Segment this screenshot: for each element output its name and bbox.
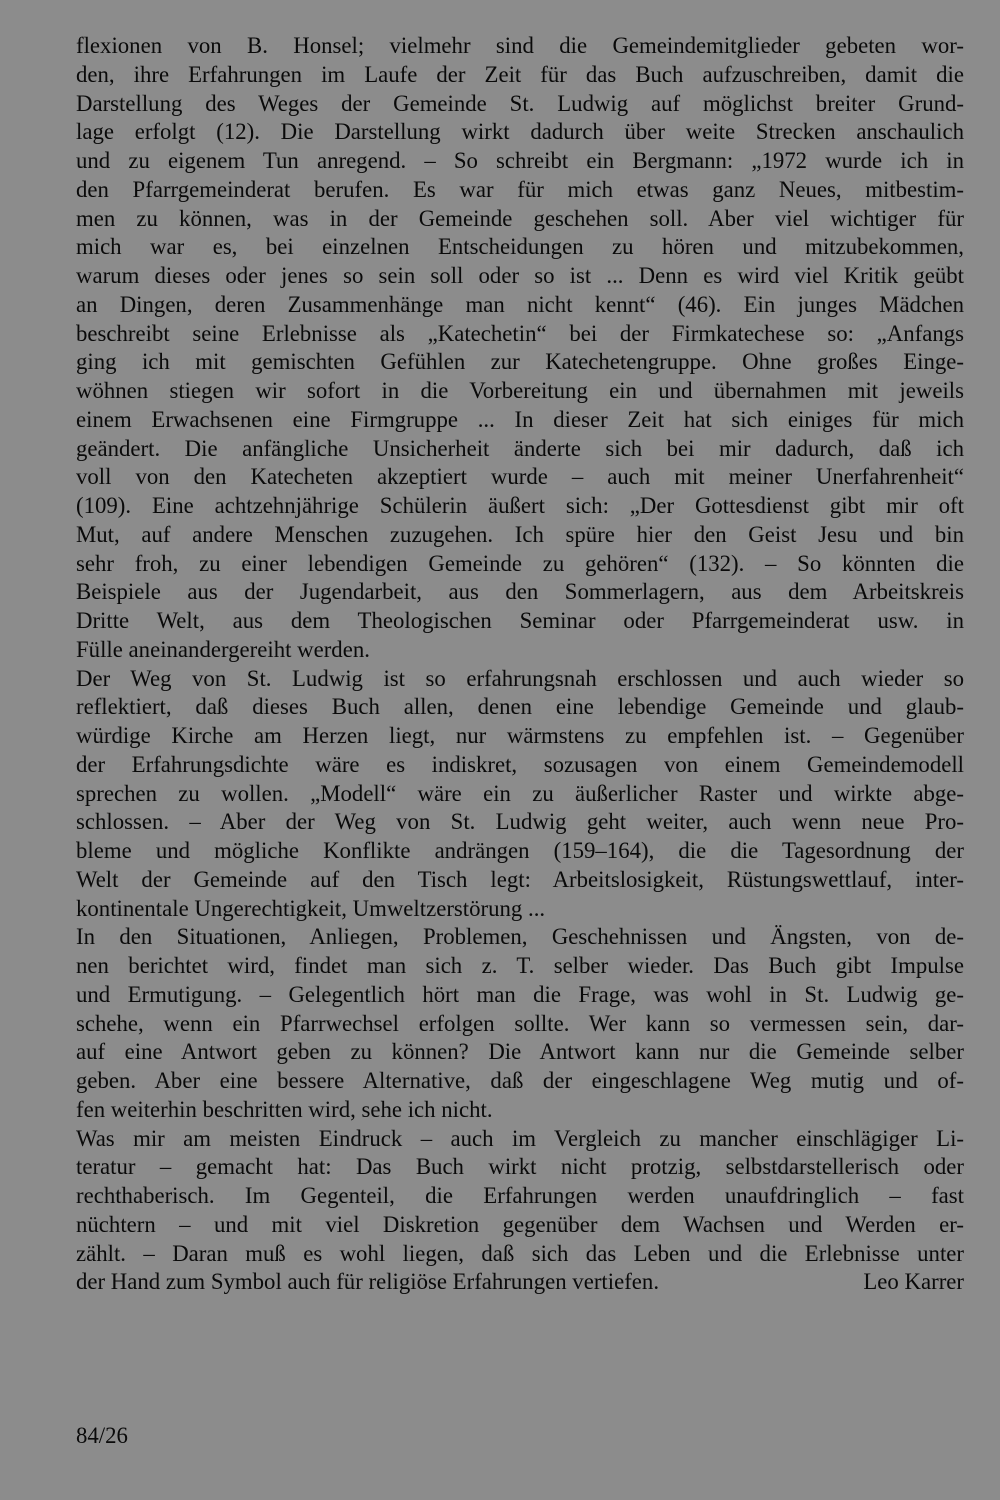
- text-line: mich war es, bei einzelnen Entscheidungen zu hören und mitzubekommen,: [76, 234, 964, 260]
- paragraph-3: [76, 923, 964, 1124]
- paragraph-1: [76, 32, 964, 665]
- closing-line: [76, 1268, 964, 1297]
- text-line: (109). Eine achtzehnjährige Schülerin äußert sich: „Der Gottesdienst gibt mir oft: [76, 493, 964, 518]
- paragraph-4: [76, 1125, 964, 1298]
- author-name: Leo Karrer: [863, 1269, 964, 1295]
- text-line: geben. Aber eine bessere Alternative, daß der eingeschlagene Weg mutig und of-: [76, 1068, 964, 1093]
- text-line: rechthaberisch. Im Gegenteil, die Erfahrungen werden unaufdringlich – fast: [76, 1183, 964, 1208]
- text-line: Welt der Gemeinde auf den Tisch legt: Arbeitslosigkeit, Rüstungswettlauf, inter-: [76, 866, 964, 892]
- text-line: nüchtern – und mit viel Diskretion gegenüber dem Wachsen und Werden er-: [76, 1211, 964, 1237]
- text-line: Dritte Welt, aus dem Theologischen Seminar oder Pfarrgemeinderat usw. in: [76, 608, 964, 633]
- text-line: der Erfahrungsdichte wäre es indiskret, sozusagen von einem Gemeindemodell: [76, 751, 964, 777]
- text-line: zählt. – Daran muß es wohl liegen, daß sich das Leben und die Erlebnisse unter: [76, 1240, 964, 1266]
- text-line: sprechen zu wollen. „Modell“ wäre ein zu äußerlicher Raster und wirkte abge-: [76, 780, 964, 806]
- text-line: würdige Kirche am Herzen liegt, nur wärmstens zu empfehlen ist. – Gegenüber: [76, 723, 964, 748]
- text-line: geändert. Die anfängliche Unsicherheit änderte sich bei mir dadurch, daß ich: [76, 435, 964, 461]
- text-line: sehr froh, zu einer lebendigen Gemeinde zu gehören“ (132). – So könnten die: [76, 550, 964, 576]
- text-line: ging ich mit gemischten Gefühlen zur Katechetengruppe. Ohne großes Einge-: [76, 349, 964, 375]
- text-line: beschreibt seine Erlebnisse als „Katechetin“ bei der Firmkatechese so: „Anfangs: [76, 320, 964, 346]
- text-line: den Pfarrgemeinderat berufen. Es war für mich etwas ganz Neues, mitbestim-: [76, 176, 964, 202]
- text-line: bleme und mögliche Konflikte andrängen (159–164), die die Tagesordnung der: [76, 838, 964, 863]
- text-line: den, ihre Erfahrungen im Laufe der Zeit für das Buch aufzuschreiben, damit die: [76, 61, 964, 87]
- text-line: fen weiterhin beschritten wird, sehe ich nicht.: [76, 1096, 493, 1122]
- closing-sentence: der Hand zum Symbol auch für religiöse Erfahrungen vertiefen.: [76, 1269, 660, 1295]
- page-number: 84/26: [76, 1423, 128, 1448]
- text-line: an Dingen, deren Zusammenhänge man nicht kennt“ (46). Ein junges Mädchen: [76, 291, 964, 317]
- text-line: lage erfolgt (12). Die Darstellung wirkt dadurch über weite Strecken anschaulich: [76, 119, 964, 145]
- review-text: [76, 32, 964, 1297]
- text-line: auf eine Antwort geben zu können? Die Antwort kann nur die Gemeinde selber: [76, 1039, 964, 1065]
- text-line: In den Situationen, Anliegen, Problemen, Geschehnissen und Ängsten, von de-: [76, 924, 964, 950]
- paragraph-2: [76, 665, 964, 924]
- text-line: reflektiert, daß dieses Buch allen, denen eine lebendige Gemeinde und glaub-: [76, 694, 964, 720]
- text-line: flexionen von B. Honsel; vielmehr sind die Gemeindemitglieder gebeten wor-: [76, 33, 964, 58]
- text-line: Beispiele aus der Jugendarbeit, aus den Sommerlagern, aus dem Arbeitskreis: [76, 579, 964, 605]
- text-line: teratur – gemacht hat: Das Buch wirkt nicht protzig, selbstdarstellerisch oder: [76, 1154, 964, 1180]
- text-line: nen berichtet wird, findet man sich z. T. selber wieder. Das Buch gibt Impulse: [76, 953, 964, 978]
- text-line: einem Erwachsenen eine Firmgruppe ... In dieser Zeit hat sich einiges für mich: [76, 406, 964, 432]
- text-line: Was mir am meisten Eindruck – auch im Vergleich zu mancher einschlägiger Li-: [76, 1125, 964, 1151]
- text-line: Fülle aneinandergereiht werden.: [76, 636, 370, 662]
- text-line: und zu eigenem Tun anregend. – So schreibt ein Bergmann: „1972 wurde ich in: [76, 148, 964, 173]
- text-line: wöhnen stiegen wir sofort in die Vorbereitung ein und übernahmen mit jeweils: [76, 378, 964, 403]
- text-line: und Ermutigung. – Gelegentlich hört man die Frage, was wohl in St. Ludwig ge-: [76, 981, 964, 1007]
- text-line: Darstellung des Weges der Gemeinde St. Ludwig auf möglichst breiter Grund-: [76, 90, 964, 116]
- text-line: schehe, wenn ein Pfarrwechsel erfolgen sollte. Wer kann so vermessen sein, dar-: [76, 1010, 964, 1036]
- text-line: warum dieses oder jenes so sein soll oder so ist ... Denn es wird viel Kritik geübt: [76, 263, 964, 288]
- text-line: schlossen. – Aber der Weg von St. Ludwig geht weiter, auch wenn neue Pro-: [76, 809, 964, 835]
- text-line: voll von den Katecheten akzeptiert wurde – auch mit meiner Unerfahrenheit“: [76, 464, 964, 490]
- text-line: men zu können, was in der Gemeinde geschehen soll. Aber viel wichtiger für: [76, 205, 964, 231]
- text-line: Mut, auf andere Menschen zuzugehen. Ich spüre hier den Geist Jesu und bin: [76, 521, 964, 547]
- text-line: kontinentale Ungerechtigkeit, Umweltzerstörung ...: [76, 895, 546, 921]
- text-line: Der Weg von St. Ludwig ist so erfahrungsnah erschlossen und auch wieder so: [76, 665, 964, 691]
